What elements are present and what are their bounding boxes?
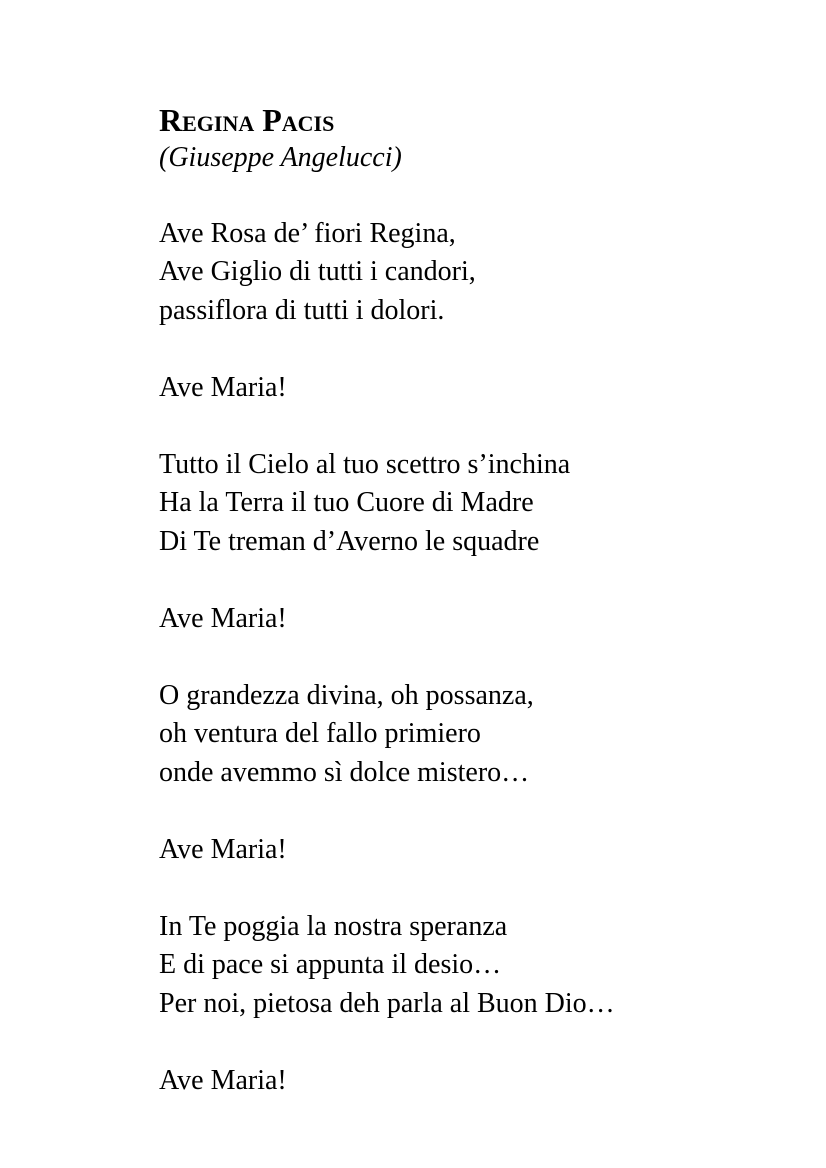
poem-author: (Giuseppe Angelucci) (159, 142, 402, 173)
verse-line: passiflora di tutti i dolori. (159, 294, 445, 326)
verse-line: Di Te treman d’Averno le squadre (159, 525, 540, 557)
refrain-1 (159, 369, 799, 408)
verse-line: Ha la Terra il tuo Cuore di Madre (159, 487, 534, 518)
verse-line: Ave Rosa de’ fiori Regina, (159, 217, 456, 249)
spacer (159, 176, 799, 215)
spacer (159, 561, 799, 600)
verse-line: oh ventura del fallo primiero (159, 718, 481, 749)
refrain-4 (159, 1062, 799, 1101)
refrain-line: Ave Maria! (159, 1064, 287, 1096)
verse-line: O grandezza divina, oh possanza, (159, 679, 534, 711)
verse-line: Per noi, pietosa deh parla al Buon Dio… (159, 987, 615, 1019)
spacer (159, 792, 799, 831)
poem-title: Regina Pacis (159, 102, 335, 138)
spacer (159, 330, 799, 369)
stanza-4 (159, 908, 799, 1024)
stanza-1 (159, 215, 799, 331)
verse-line: In Te poggia la nostra speranza (159, 910, 508, 942)
refrain-line: Ave Maria! (159, 371, 287, 403)
refrain-line: Ave Maria! (159, 602, 287, 634)
verse-line: Ave Giglio di tutti i candori, (159, 256, 476, 287)
spacer (159, 638, 799, 677)
spacer (159, 407, 799, 446)
refrain-2 (159, 600, 799, 639)
refrain-3 (159, 831, 799, 870)
poem-page (159, 100, 799, 1100)
verse-line: E di pace si appunta il desio… (159, 949, 502, 980)
verse-line: Tutto il Cielo al tuo scettro s’inchina (159, 448, 571, 480)
verse-line: onde avemmo sì dolce mistero… (159, 756, 530, 788)
spacer (159, 1023, 799, 1062)
stanza-3 (159, 677, 799, 793)
spacer (159, 869, 799, 908)
stanza-2 (159, 446, 799, 562)
refrain-line: Ave Maria! (159, 833, 287, 865)
